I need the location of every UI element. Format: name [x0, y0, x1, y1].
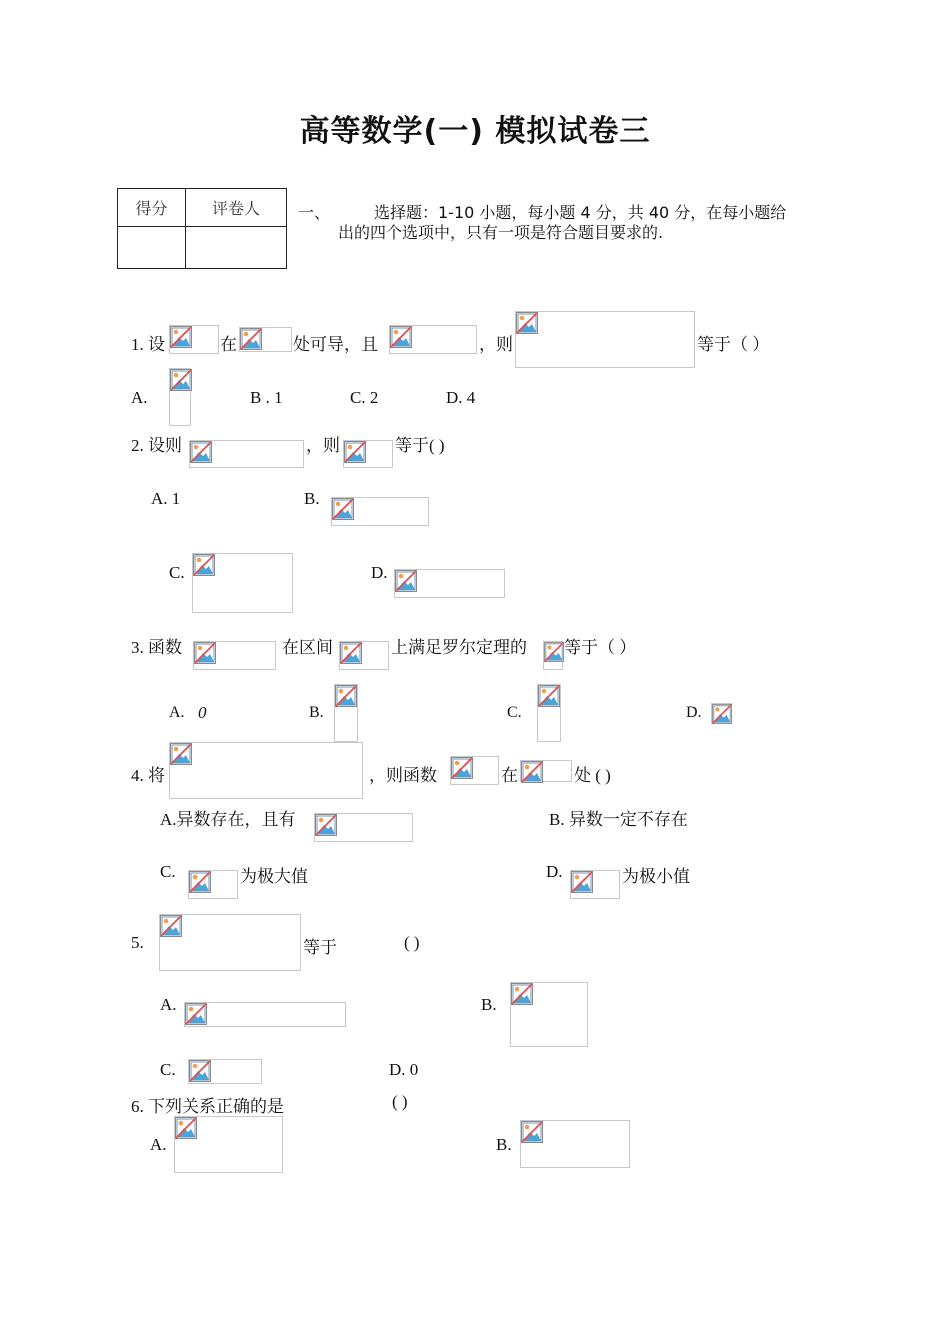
q1-text-4: ，则: [479, 335, 513, 354]
broken-image-icon: [170, 369, 192, 391]
q3-text-1: 3. 函数: [131, 638, 182, 657]
q4-option-c: C.: [160, 862, 176, 881]
q5-text-2: 等于: [303, 938, 337, 957]
broken-image-icon: [571, 871, 593, 893]
formula-image: [188, 1059, 262, 1084]
formula-image: [515, 311, 695, 368]
formula-image: [510, 982, 588, 1047]
broken-image-icon: [335, 685, 357, 707]
q4-option-a: A.异数存在，且有: [160, 810, 296, 829]
q3-text-2: 在区间: [282, 638, 333, 657]
formula-image: [314, 813, 413, 842]
broken-image-icon: [451, 757, 473, 779]
q4-option-d: D.: [546, 862, 563, 881]
grader-cell[interactable]: [186, 227, 287, 269]
q4-option-d-tail: 为极小值: [622, 867, 690, 886]
q4-text-3: 在: [501, 766, 518, 785]
formula-image: [188, 870, 238, 899]
broken-image-icon: [170, 743, 192, 765]
grader-header: 评卷人: [186, 189, 287, 227]
q2-option-b: B.: [304, 489, 320, 508]
formula-image: [184, 1002, 346, 1027]
broken-image-icon: [315, 814, 337, 836]
q6-text-2: ( ): [392, 1092, 408, 1111]
q4-text-2: ，则函数: [369, 766, 437, 785]
q6-option-a: A.: [150, 1135, 167, 1154]
formula-image: [331, 497, 429, 526]
q1-option-a: A.: [131, 388, 148, 407]
q4-text-1: 4. 将: [131, 766, 165, 785]
formula-image: [570, 870, 620, 899]
formula-image: [339, 641, 389, 670]
q1-text-1: 1. 设: [131, 335, 165, 354]
formula-image: [169, 368, 191, 426]
broken-image-icon: [544, 642, 564, 662]
broken-image-icon: [521, 1121, 543, 1143]
score-table: [117, 188, 287, 269]
formula-image: [543, 641, 563, 670]
broken-image-icon: [511, 983, 533, 1005]
broken-image-icon: [160, 915, 182, 937]
q3-option-a: A.: [169, 704, 185, 721]
formula-image: [537, 684, 561, 742]
q3-text-4: 等于（ ）: [564, 638, 637, 657]
q1-option-d: D. 4: [446, 388, 476, 407]
q6-text-1: 6. 下列关系正确的是: [131, 1097, 284, 1116]
q1-text-2: 在: [220, 335, 237, 354]
formula-image: [520, 760, 572, 782]
broken-image-icon: [390, 326, 412, 348]
q1-text-5: 等于（ ）: [697, 335, 770, 354]
broken-image-icon: [712, 704, 732, 724]
q2-text-3: 等于( ): [395, 436, 445, 455]
q2-option-c: C.: [169, 563, 185, 582]
broken-image-icon: [240, 328, 262, 350]
broken-image-icon: [521, 761, 543, 783]
formula-image: [450, 756, 499, 785]
q5-text-1: 5.: [131, 933, 144, 952]
formula-image: [711, 703, 732, 724]
broken-image-icon: [395, 570, 417, 592]
broken-image-icon: [193, 554, 215, 576]
q4-text-4: 处 ( ): [574, 766, 611, 785]
formula-image: [169, 742, 363, 799]
broken-image-icon: [170, 326, 192, 348]
formula-image: [343, 440, 393, 468]
broken-image-icon: [175, 1117, 197, 1139]
broken-image-icon: [185, 1003, 207, 1025]
q1-text-3: 处可导，且: [293, 335, 378, 354]
q4-option-c-tail: 为极大值: [240, 867, 308, 886]
formula-image: [169, 325, 219, 354]
formula-image: [174, 1116, 283, 1173]
q3-option-c: C.: [507, 704, 522, 721]
broken-image-icon: [190, 441, 212, 463]
formula-image: [389, 325, 477, 354]
score-cell[interactable]: [118, 227, 186, 269]
q4-option-b: B. 异数一定不存在: [549, 810, 688, 829]
broken-image-icon: [194, 642, 216, 664]
q5-option-c: C.: [160, 1060, 176, 1079]
formula-image: [189, 440, 304, 468]
broken-image-icon: [516, 312, 538, 334]
section-instructions-line2: 出的四个选项中，只有一项是符合题目要求的.: [338, 223, 664, 242]
q1-option-c: C. 2: [350, 388, 379, 407]
broken-image-icon: [332, 498, 354, 520]
q2-text-2: ，则: [306, 436, 340, 455]
broken-image-icon: [340, 642, 362, 664]
broken-image-icon: [189, 1060, 211, 1082]
q2-option-a: A. 1: [151, 489, 181, 508]
formula-image: [239, 327, 292, 352]
q2-text-1: 2. 设则: [131, 436, 182, 455]
broken-image-icon: [538, 685, 560, 707]
q3-text-3: 上满足罗尔定理的: [391, 638, 527, 657]
q3-option-d: D.: [686, 704, 702, 721]
q5-option-b: B.: [481, 995, 497, 1014]
q3-option-b: B.: [309, 704, 324, 721]
formula-image: [192, 553, 293, 613]
score-header: 得分: [118, 189, 186, 227]
formula-image: [334, 684, 358, 742]
q2-option-d: D.: [371, 563, 388, 582]
q5-text-3: ( ): [404, 933, 420, 952]
formula-image: [193, 641, 276, 670]
q3-option-a-value: 0: [198, 703, 207, 722]
section-number: 一、: [298, 203, 331, 222]
section-instructions-line1: 选择题：1-10 小题，每小题 4 分，共 40 分，在每小题给: [374, 203, 787, 222]
broken-image-icon: [189, 871, 211, 893]
q5-option-a: A.: [160, 995, 177, 1014]
formula-image: [159, 914, 301, 971]
page-title: 高等数学(一) 模拟试卷三: [299, 114, 651, 149]
formula-image: [394, 569, 505, 598]
q6-option-b: B.: [496, 1135, 512, 1154]
broken-image-icon: [344, 441, 366, 463]
formula-image: [520, 1120, 630, 1168]
q1-option-b: B . 1: [250, 388, 283, 407]
q5-option-d: D. 0: [389, 1060, 419, 1079]
